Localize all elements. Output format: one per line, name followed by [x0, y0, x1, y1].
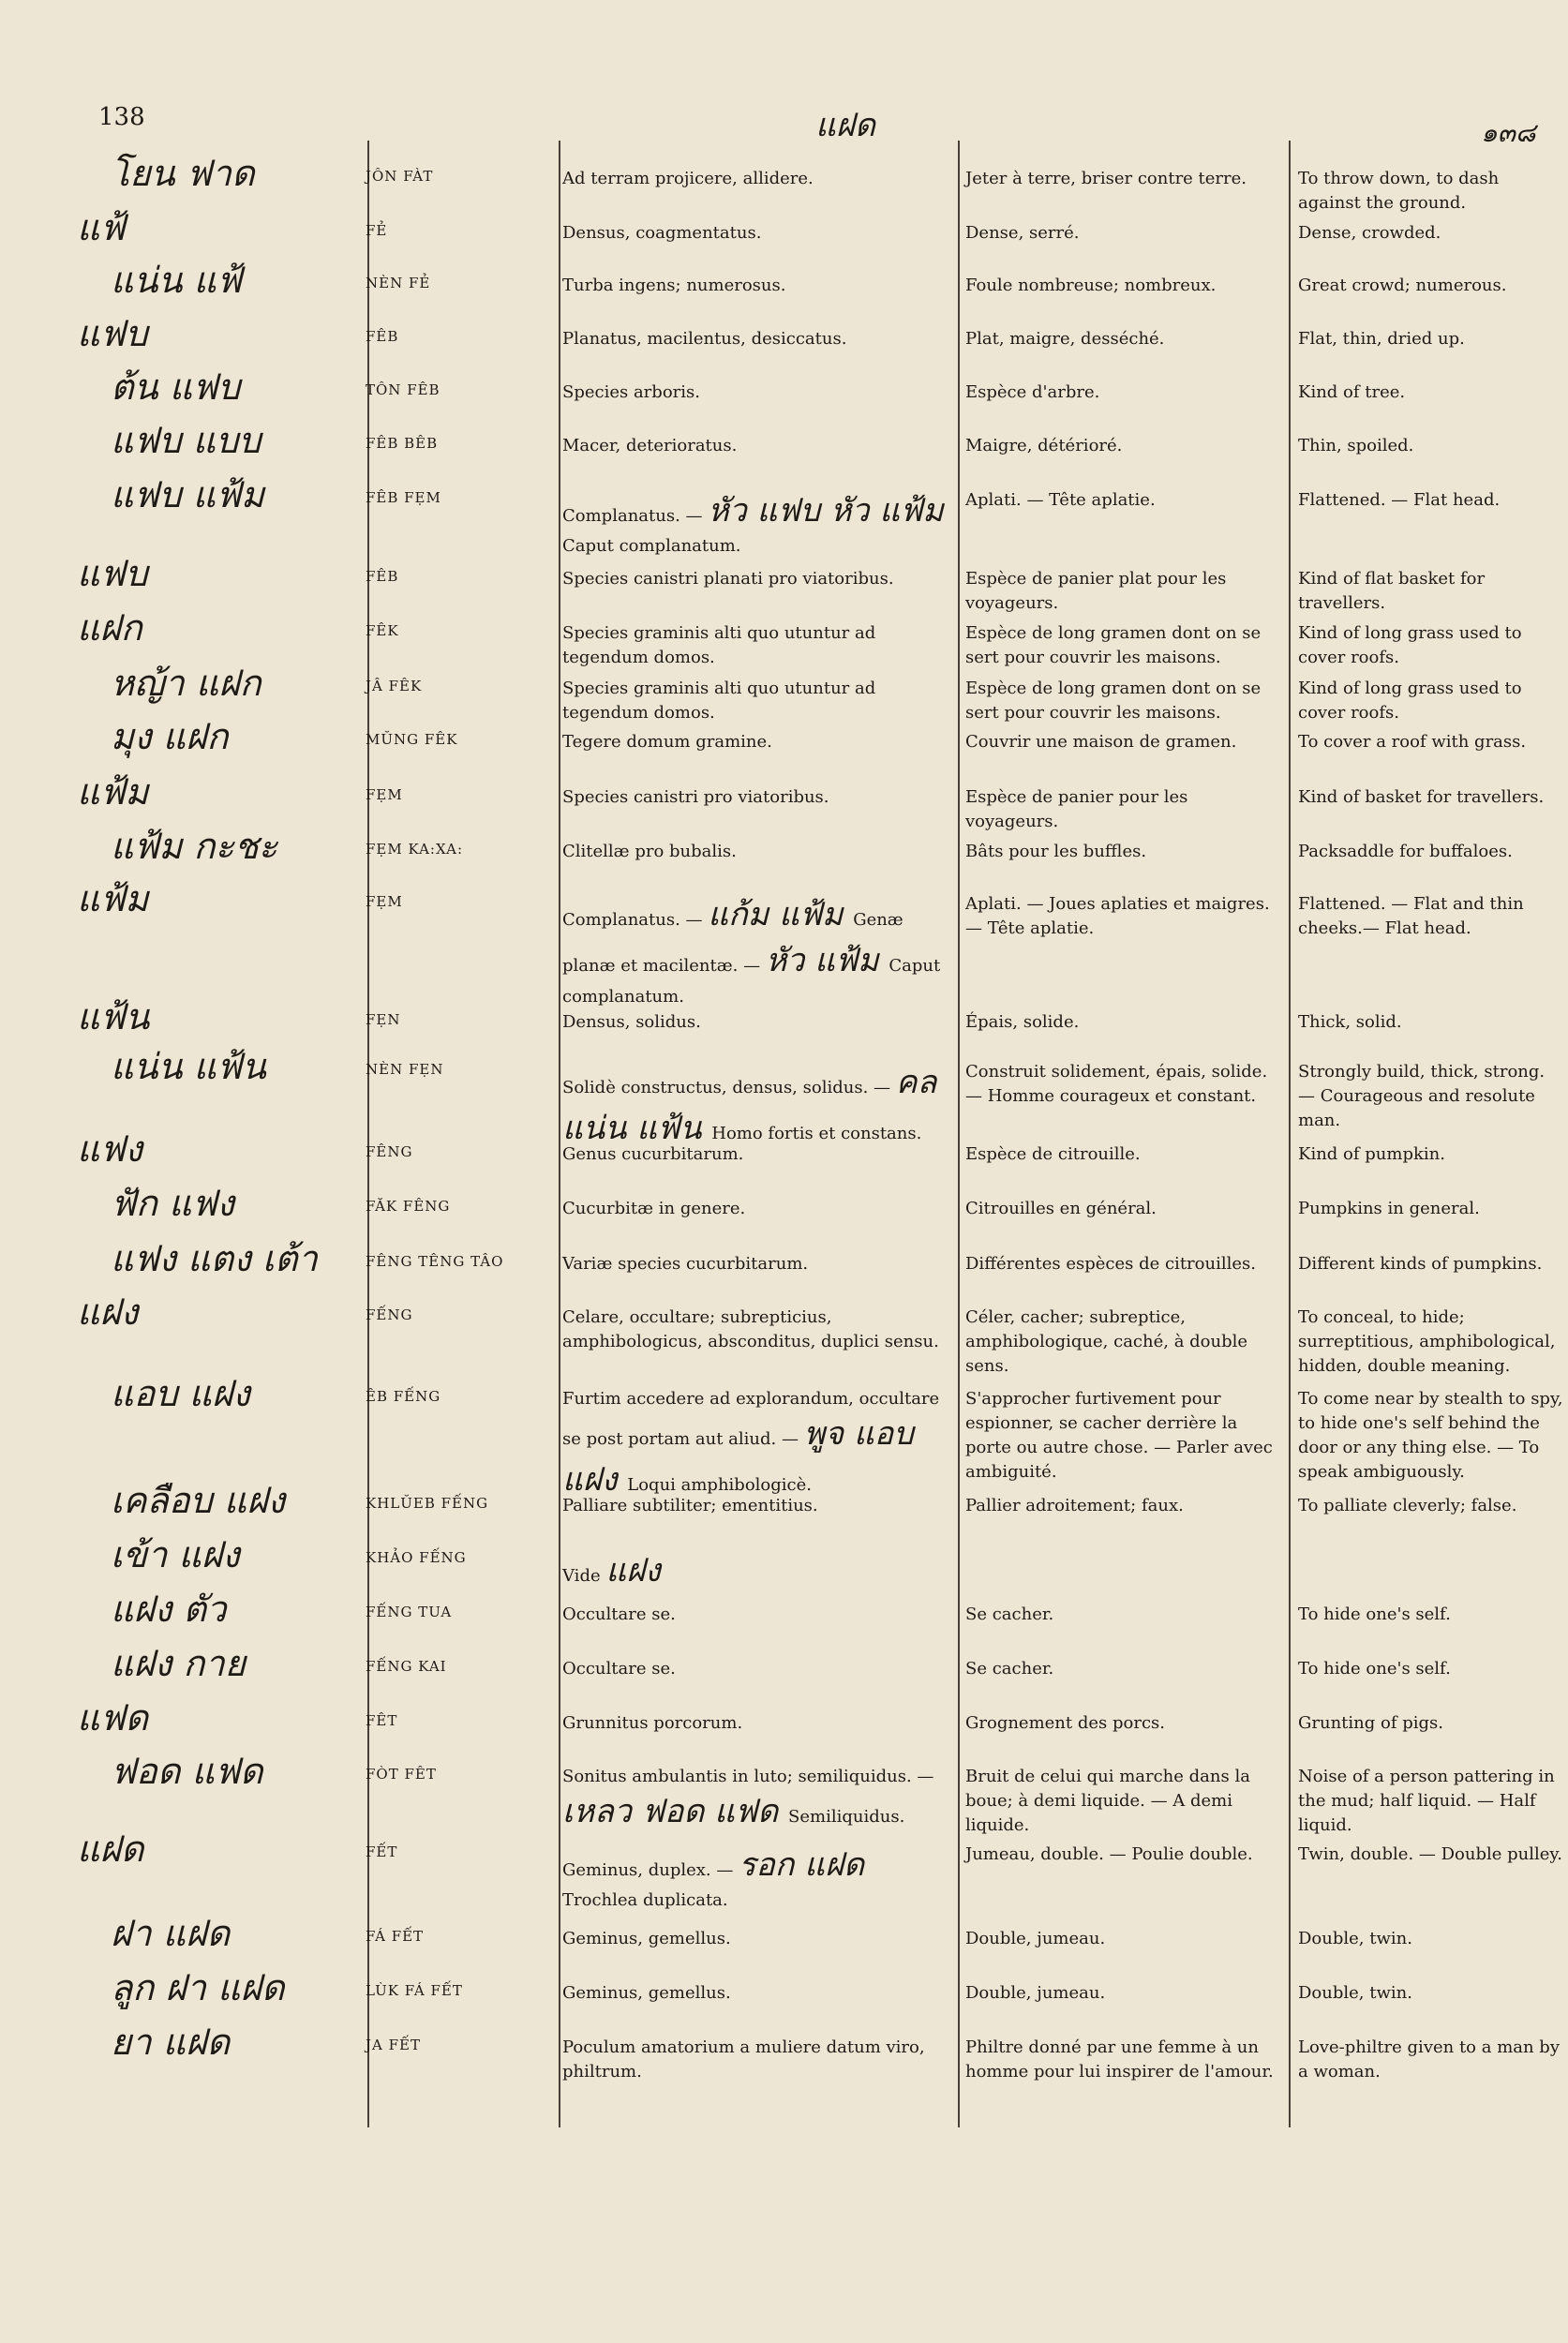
latin-text: Caput complanatum.	[562, 536, 741, 557]
latin-definition	[562, 1010, 947, 1035]
latin-thai-example: หัว แฟ้ม	[765, 942, 889, 980]
latin-definition	[562, 1252, 947, 1276]
latin-text: Species graminis alti quo utuntur ad tegendum domos.	[562, 679, 876, 724]
column-rule-4	[1289, 141, 1291, 2127]
latin-text: Vide	[562, 1566, 606, 1586]
latin-text: Variæ species cucurbitarum.	[562, 1254, 809, 1274]
thai-headword: แน่น แฟ้	[111, 260, 242, 301]
french-definition: Plat, maigre, desséché.	[965, 329, 1165, 349]
english-definition: Kind of long grass used to cover roofs.	[1298, 679, 1522, 724]
latin-definition	[562, 1981, 947, 2006]
french-definition: Aplati. — Tête aplatie.	[965, 490, 1156, 510]
romanization: MŬNG FÊK	[366, 731, 458, 748]
romanization: FÊB FẸM	[366, 489, 441, 506]
latin-definition	[562, 1548, 947, 1594]
english-definition: Flattened. — Flat head.	[1298, 490, 1501, 510]
french-definition: Double, jumeau.	[965, 1983, 1106, 2003]
english-definition: Dense, crowded.	[1298, 223, 1441, 243]
french-definition: Foule nombreuse; nombreux.	[965, 276, 1217, 295]
french-definition: Espèce de long gramen dont on se sert pour couvrir les maisons.	[965, 623, 1262, 668]
thai-headword: เคลือบ แฝง	[111, 1480, 286, 1521]
latin-thai-example: คล แน่น แฟ้น	[562, 1064, 937, 1148]
thai-headword: โยน ฟาด	[111, 153, 255, 194]
latin-text: Solidè constructus, densus, solidus. —	[562, 1078, 896, 1097]
latin-text: Caput complanatum.	[562, 956, 941, 1007]
latin-definition	[562, 274, 947, 298]
latin-text: Macer, deterioratus.	[562, 436, 738, 455]
latin-definition	[562, 381, 947, 405]
romanization: FÁ FẾT	[366, 1928, 425, 1945]
latin-definition	[562, 1711, 947, 1736]
page-number: 138	[98, 103, 145, 131]
latin-definition	[562, 1603, 947, 1627]
thai-headword: แน่น แฟ้น	[111, 1046, 266, 1087]
latin-thai-example: หัว แฟบ หัว แฟ้ม	[708, 492, 944, 530]
romanization: FĂK FÊNG	[366, 1198, 451, 1215]
latin-text: Trochlea duplicata.	[562, 1890, 728, 1911]
latin-definition	[562, 567, 947, 591]
latin-text: Complanatus. —	[562, 910, 709, 930]
latin-text: Species canistri planati pro viatoribus.	[562, 569, 894, 589]
french-definition: Maigre, détérioré.	[965, 436, 1123, 455]
romanization: TÔN FÊB	[366, 381, 441, 398]
latin-definition	[562, 840, 947, 864]
latin-definition	[562, 1306, 947, 1354]
romanization: FÒT FÊT	[366, 1766, 437, 1783]
latin-definition	[562, 434, 947, 458]
thai-headword: แฝก	[77, 607, 142, 649]
french-definition: Céler, cacher; subreptice, amphibologique, caché, à double sens.	[965, 1307, 1248, 1377]
latin-thai-example: พูจ แอบ แฝง	[562, 1415, 914, 1500]
french-definition: Jeter à terre, briser contre terre.	[965, 169, 1247, 188]
french-definition: Se cacher.	[965, 1604, 1054, 1624]
thai-headword: แฟ้ม กะชะ	[111, 826, 278, 867]
romanization: FẸM KA:XA:	[366, 841, 463, 858]
thai-headword: ฟอด แฟด	[111, 1751, 263, 1792]
latin-definition	[562, 892, 947, 1009]
english-definition: To hide one's self.	[1298, 1604, 1451, 1624]
latin-text: Occultare se.	[562, 1604, 676, 1624]
english-definition: Thick, solid.	[1298, 1012, 1402, 1032]
english-definition: To come near by stealth to spy, to hide one's self behind the door or any thing else. — To speak ambiguously.	[1298, 1389, 1563, 1483]
english-definition: Great crowd; numerous.	[1298, 276, 1507, 295]
romanization: FẾT	[366, 1843, 398, 1860]
latin-definition	[562, 621, 947, 670]
latin-text: Geminus, gemellus.	[562, 1929, 731, 1948]
english-definition: Twin, double. — Double pulley.	[1298, 1844, 1562, 1864]
english-definition: To conceal, to hide; surreptitious, amphibological, hidden, double meaning.	[1298, 1307, 1556, 1377]
english-definition: Noise of a person pattering in the mud; half liquid. — Half liquid.	[1298, 1767, 1555, 1836]
latin-text: Furtim accedere ad explorandum, occultare se post portam aut aliud. —	[562, 1389, 940, 1450]
thai-headword: ต้น แฟบ	[111, 366, 241, 408]
latin-thai-example: แฝง	[605, 1552, 661, 1589]
thai-page-number: ๑๓๘	[1481, 117, 1536, 148]
latin-definition	[562, 1657, 947, 1681]
latin-text: Genus cucurbitarum.	[562, 1144, 744, 1164]
english-definition: Kind of tree.	[1298, 382, 1406, 402]
english-definition: Thin, spoiled.	[1298, 436, 1414, 455]
thai-headword: แฟง แตง เต้า	[111, 1238, 318, 1279]
column-rule-3	[958, 141, 960, 2127]
thai-headword: เข้า แฝง	[111, 1534, 240, 1575]
thai-headword: แฟ้	[77, 207, 126, 248]
latin-text: Loqui amphibologicè.	[627, 1475, 812, 1496]
french-definition: Dense, serré.	[965, 223, 1080, 243]
romanization: FẾNG TUA	[366, 1604, 453, 1620]
english-definition: Packsaddle for buffaloes.	[1298, 842, 1513, 861]
latin-definition	[562, 488, 947, 559]
english-definition: To throw down, to dash against the ground.	[1298, 169, 1500, 214]
latin-definition	[562, 1765, 947, 1835]
romanization: FÊNG TÊNG TÂO	[366, 1253, 504, 1270]
romanization: FẸM	[366, 786, 403, 803]
romanization: ÊB FẾNG	[366, 1388, 441, 1405]
english-definition: To hide one's self.	[1298, 1659, 1451, 1679]
english-definition: Flat, thin, dried up.	[1298, 329, 1465, 349]
thai-headword: แฟด	[77, 1697, 149, 1739]
romanization: FẸN	[366, 1011, 401, 1028]
french-definition: Se cacher.	[965, 1659, 1054, 1679]
french-definition: Double, jumeau.	[965, 1929, 1106, 1948]
latin-definition	[562, 785, 947, 810]
latin-text: Homo fortis et constans.	[711, 1124, 922, 1144]
romanization: FẺ	[366, 222, 388, 239]
thai-headword: แฟ้ม	[77, 771, 149, 813]
latin-text: Tegere domum gramine.	[562, 732, 772, 752]
latin-definition	[562, 677, 947, 725]
french-definition: Espèce de citrouille.	[965, 1144, 1141, 1164]
romanization: JÔN FÀT	[366, 168, 434, 185]
romanization: KHLŬEB FẾNG	[366, 1495, 489, 1512]
romanization: FÊB	[366, 568, 399, 585]
latin-definition	[562, 327, 947, 351]
thai-headword: แฟบ	[77, 553, 148, 594]
latin-definition	[562, 1927, 947, 1951]
thai-headword: แฟ้น	[77, 996, 150, 1037]
thai-headword: แฟง	[77, 1128, 142, 1170]
latin-text: Genæ planæ et macilentæ. —	[562, 910, 903, 977]
english-definition: Grunting of pigs.	[1298, 1713, 1443, 1733]
romanization: FẸM	[366, 893, 403, 910]
romanization: FÊNG	[366, 1143, 413, 1160]
french-definition: Jumeau, double. — Poulie double.	[965, 1844, 1253, 1864]
latin-text: Celare, occultare; subrepticius, amphibologicus, absconditus, duplici sensu.	[562, 1307, 939, 1352]
latin-definition	[562, 1387, 947, 1504]
latin-text: Cucurbitæ in genere.	[562, 1199, 746, 1218]
latin-text: Semiliquidus.	[788, 1807, 905, 1828]
thai-headword: ยา แฝด	[111, 2022, 231, 2063]
english-definition: Kind of pumpkin.	[1298, 1144, 1445, 1164]
english-definition: Love-philtre given to a man by a woman.	[1298, 2037, 1560, 2082]
latin-text: Species canistri pro viatoribus.	[562, 787, 829, 807]
thai-headword: ฟัก แฟง	[111, 1183, 234, 1224]
thai-headword: แฝด	[77, 1828, 144, 1870]
latin-definition	[562, 730, 947, 754]
latin-text: Palliare subtiliter; ementitius.	[562, 1496, 818, 1515]
column-rule-2	[559, 141, 560, 2127]
thai-headword: แฝง ตัว	[111, 1589, 227, 1630]
latin-definition	[562, 2036, 947, 2084]
thai-headword: แฟ้ม	[77, 878, 149, 919]
romanization: FẾNG KAI	[366, 1658, 447, 1675]
french-definition: Aplati. — Joues aplaties et maigres.— Tête aplatie.	[965, 894, 1270, 939]
latin-text: Poculum amatorium a muliere datum viro, philtrum.	[562, 2037, 925, 2082]
latin-definition	[562, 1197, 947, 1221]
french-definition: Épais, solide.	[965, 1012, 1080, 1032]
latin-text: Clitellæ pro bubalis.	[562, 842, 737, 861]
romanization: KHẢO FẾNG	[366, 1549, 467, 1566]
latin-text: Turba ingens; numerosus.	[562, 276, 786, 295]
english-definition: Different kinds of pumpkins.	[1298, 1254, 1543, 1274]
thai-headword: แฟบ แฟ้ม	[111, 474, 265, 515]
thai-headword: แอบ แฝง	[111, 1373, 250, 1414]
romanization: NÈN FẺ	[366, 275, 431, 291]
latin-definition	[562, 1142, 947, 1167]
english-definition: Double, twin.	[1298, 1929, 1412, 1948]
page-header	[0, 103, 1568, 150]
latin-text: Occultare se.	[562, 1659, 676, 1679]
french-definition: Bruit de celui qui marche dans la boue; à demi liquide. — A demi liquide.	[965, 1767, 1250, 1836]
french-definition: Construit solidement, épais, solide.— Homme courageux et constant.	[965, 1062, 1268, 1107]
english-definition: Kind of flat basket for travellers.	[1298, 569, 1486, 614]
latin-thai-example: เหลว ฟอด แฟด	[562, 1793, 789, 1831]
latin-thai-example: รอก แฝด	[739, 1846, 865, 1884]
romanization: JA FẾT	[366, 2037, 421, 2053]
romanization: FÊK	[366, 622, 399, 639]
latin-text: Geminus, duplex. —	[562, 1860, 739, 1880]
english-definition: Strongly build, thick, strong. — Courageous and resolute man.	[1298, 1062, 1546, 1131]
english-definition: To cover a roof with grass.	[1298, 732, 1527, 752]
romanization: FÊB BÊB	[366, 435, 439, 452]
romanization: FẾNG	[366, 1306, 413, 1323]
thai-headword: แฝง	[77, 1291, 139, 1333]
english-definition: Double, twin.	[1298, 1983, 1412, 2003]
french-definition: Bâts pour les buffles.	[965, 842, 1147, 861]
french-definition: Citrouilles en général.	[965, 1199, 1157, 1218]
latin-definition	[562, 1843, 947, 1913]
french-definition: Différentes espèces de citrouilles.	[965, 1254, 1256, 1274]
french-definition: Philtre donné par une femme à un homme pour lui inspirer de l'amour.	[965, 2037, 1274, 2082]
latin-definition	[562, 1494, 947, 1518]
latin-text: Grunnitus porcorum.	[562, 1713, 743, 1733]
romanization: FÊB	[366, 328, 399, 345]
french-definition: Espèce de panier plat pour les voyageurs.	[965, 569, 1227, 614]
french-definition: Espèce d'arbre.	[965, 382, 1100, 402]
thai-headword: มุง แฝก	[111, 716, 229, 757]
thai-headword: หญ้า แฝก	[111, 663, 261, 704]
latin-text: Densus, coagmentatus.	[562, 223, 762, 243]
romanization: LÙK FÁ FẾT	[366, 1982, 463, 1999]
english-definition: To palliate cleverly; false.	[1298, 1496, 1517, 1515]
latin-text: Densus, solidus.	[562, 1012, 701, 1032]
romanization: FÊT	[366, 1712, 398, 1729]
latin-definition	[562, 221, 947, 246]
thai-headword: ลูก ฝา แฝด	[111, 1967, 285, 2008]
latin-definition	[562, 167, 947, 191]
english-definition: Pumpkins in general.	[1298, 1199, 1480, 1218]
running-head-word: แฝด	[815, 107, 875, 144]
thai-headword: แฟบ แบบ	[111, 420, 261, 461]
romanization: NÈN FẸN	[366, 1061, 444, 1078]
thai-headword: ฝา แฝด	[111, 1913, 231, 1954]
romanization: JÂ FÊK	[366, 678, 423, 694]
latin-thai-example: แก้ม แฟ้ม	[708, 896, 854, 933]
latin-text: Geminus, gemellus.	[562, 1983, 731, 2003]
english-definition: Kind of long grass used to cover roofs.	[1298, 623, 1522, 668]
latin-text: Sonitus ambulantis in luto; semiliquidus. —	[562, 1767, 934, 1786]
english-definition: Flattened. — Flat and thin cheeks.— Flat head.	[1298, 894, 1524, 939]
latin-text: Ad terram projicere, allidere.	[562, 169, 814, 188]
french-definition: Pallier adroitement; faux.	[965, 1496, 1184, 1515]
latin-text: Species arboris.	[562, 382, 700, 402]
french-definition: Espèce de long gramen dont on se sert pour couvrir les maisons.	[965, 679, 1262, 724]
french-definition: Grognement des porcs.	[965, 1713, 1165, 1733]
thai-headword: แฟบ	[77, 313, 148, 354]
latin-definition	[562, 1060, 947, 1153]
french-definition: S'approcher furtivement pour espionner, se cacher derrière la porte ou autre chose. — Parler avec ambiguité.	[965, 1389, 1273, 1483]
french-definition: Espèce de panier pour les voyageurs.	[965, 787, 1188, 832]
french-definition: Couvrir une maison de gramen.	[965, 732, 1237, 752]
thai-headword: แฝง กาย	[111, 1643, 246, 1684]
latin-text: Complanatus. —	[562, 506, 709, 526]
latin-text: Species graminis alti quo utuntur ad tegendum domos.	[562, 623, 876, 668]
latin-text: Planatus, macilentus, desiccatus.	[562, 329, 847, 349]
english-definition: Kind of basket for travellers.	[1298, 787, 1545, 807]
